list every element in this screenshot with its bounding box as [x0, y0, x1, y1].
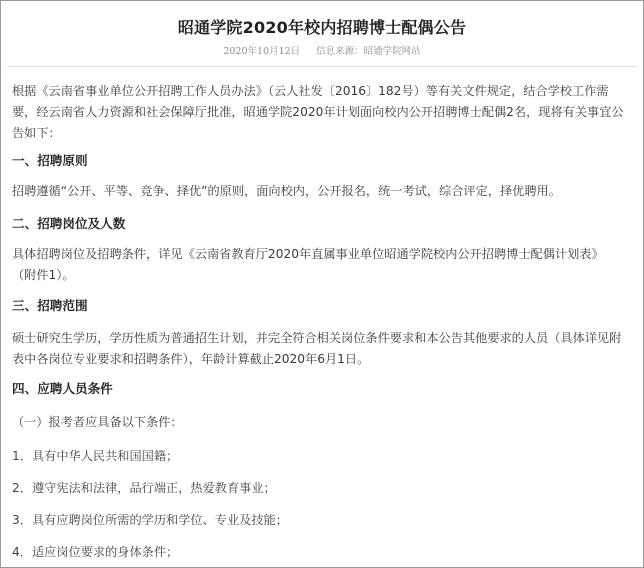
- title-divider: [7, 66, 637, 67]
- scope-text-2: 表中各岗位专业要求和招聘条件），年龄计算截止2020年6月1日。: [12, 352, 370, 366]
- publish-date: 2020年10月12日: [223, 46, 301, 57]
- intro-line-1: 根据《云南省事业单位公开招聘工作人员办法》（云人社发〔2016〕182号）等有关文件规定，结合学校工作需: [12, 84, 609, 98]
- info-source: 信息来源：昭通学院网站: [316, 46, 421, 57]
- intro-line-3: 告如下：: [12, 126, 61, 140]
- positions-text-1: 具体招聘岗位及招聘条件，详见《云南省教育厅2020年直属事业单位昭通学院校内公开招聘博士配偶计划表》: [12, 247, 604, 261]
- article-meta: [1, 43, 643, 57]
- section-heading-positions: 二、招聘岗位及人数: [12, 216, 126, 231]
- section-heading-conditions: 四、应聘人员条件: [12, 381, 113, 396]
- section-heading-principle: 一、招聘原则: [12, 153, 88, 168]
- conditions-subheading: （一）报考者应具备以下条件：: [12, 415, 183, 429]
- condition-item: 1．具有中华人民共和国国籍；: [12, 449, 179, 463]
- positions-text-2: （附件1）。: [12, 268, 75, 282]
- condition-item: 2．遵守宪法和法律，品行端正，热爱教育事业；: [12, 481, 276, 495]
- page-title: 昭通学院2020年校内招聘博士配偶公告: [177, 18, 467, 37]
- section-heading-scope: 三、招聘范围: [12, 298, 88, 313]
- intro-line-2: 要，经云南省人力资源和社会保障厅批准，昭通学院2020年计划面向校内公开招聘博士配偶2名，现将有关事宜公: [12, 105, 624, 119]
- principle-text: 招聘遵循“公开、平等、竞争、择优”的原则，面向校内，公开报名，统一考试，综合评定，择优聘用。: [12, 184, 561, 198]
- condition-item: 4．适应岗位要求的身体条件；: [12, 545, 179, 559]
- scope-text-1: 硕士研究生学历，学历性质为普通招生计划，并完全符合相关岗位条件要求和本公告其他要求的人员（具体详见附: [12, 331, 622, 345]
- condition-item: 3．具有应聘岗位所需的学历和学位、专业及技能；: [12, 513, 288, 527]
